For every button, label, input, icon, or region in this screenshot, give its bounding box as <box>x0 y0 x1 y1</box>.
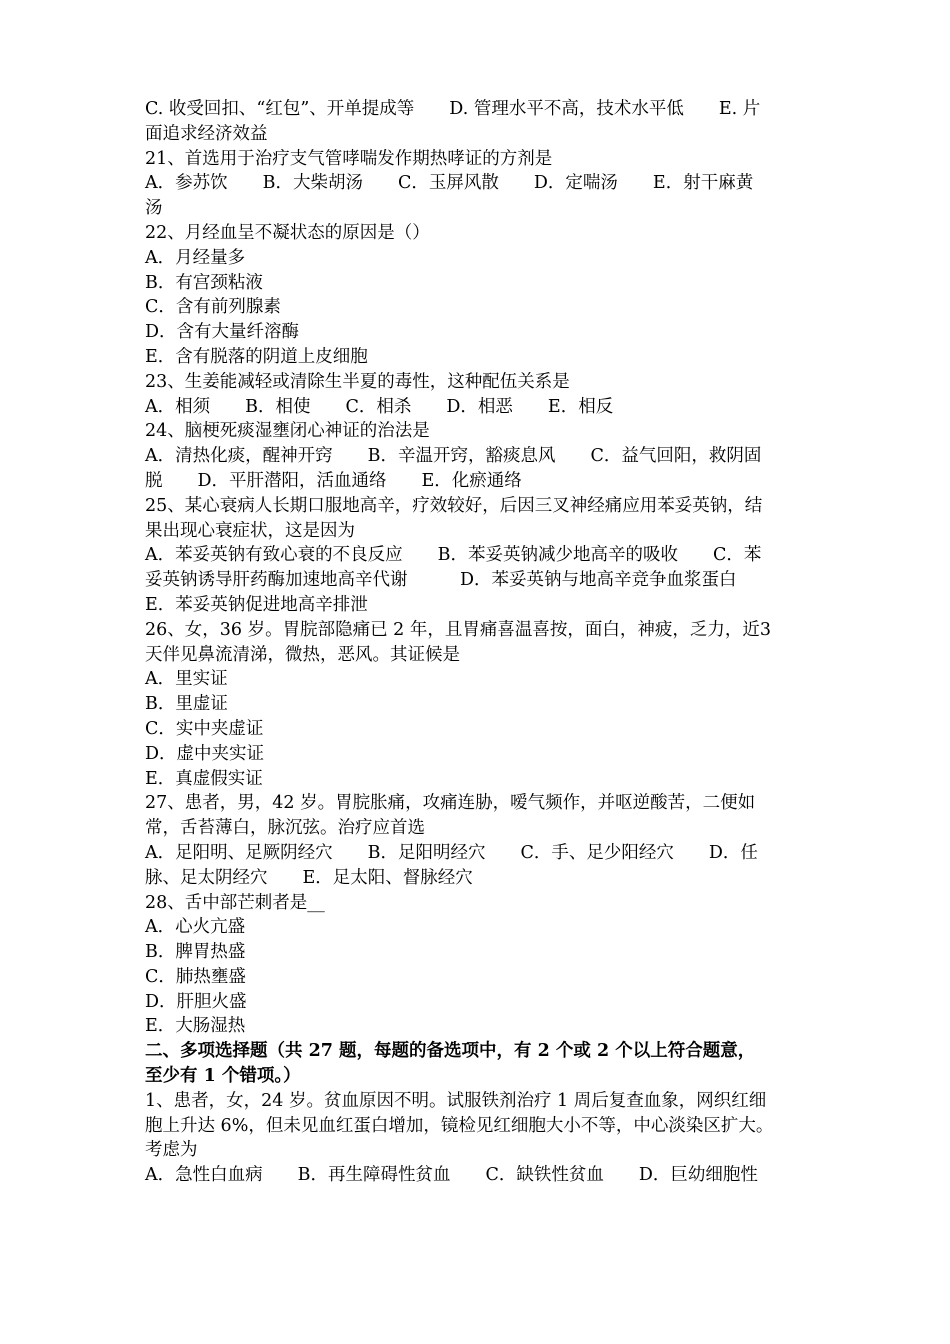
answer-option: E．含有脱落的阴道上皮细胞 <box>145 346 368 367</box>
answer-option: E．苯妥英钠促进地高辛排泄 <box>145 594 368 615</box>
text-line: 面追求经济效益 <box>145 123 268 144</box>
answer-option: D．虚中夹实证 <box>145 743 265 764</box>
question-stem: 21、首选用于治疗支气管哮喘发作期热哮证的方剂是 <box>145 148 553 169</box>
section-heading-continued: 至少有 1 个错项。） <box>145 1066 301 1087</box>
text-line: 天伴见鼻流清涕，微热，恶风。其证候是 <box>145 644 460 665</box>
question-stem: 26、女，36 岁。胃脘部隐痛已 2 年，且胃痛喜温喜按，面白，神疲，乏力，近3 <box>145 619 771 640</box>
answer-option: C．肺热壅盛 <box>145 966 246 987</box>
answer-options: A．苯妥英钠有致心衰的不良反应 B．苯妥英钠减少地高辛的吸收 C．苯 <box>145 545 762 566</box>
answer-option: C．含有前列腺素 <box>145 297 281 318</box>
answer-options: A．清热化痰，醒神开窍 B．辛温开窍，豁痰息风 C．益气回阳，救阴固 <box>145 446 762 467</box>
answer-option: E．大肠湿热 <box>145 1016 246 1037</box>
question-stem: 25、某心衰病人长期口服地高辛，疗效较好，后因三叉神经痛应用苯妥英钠，结 <box>145 495 763 516</box>
question-stem: 23、生姜能减轻或清除生半夏的毒性，这种配伍关系是 <box>145 371 570 392</box>
answer-option: B．脾胃热盛 <box>145 942 246 963</box>
answer-option: A．里实证 <box>145 669 228 690</box>
text-line: 果出现心衰症状，这是因为 <box>145 520 355 541</box>
question-stem: 28、舌中部芒刺者是__ <box>145 892 325 913</box>
answer-option: A．心火亢盛 <box>145 917 246 938</box>
answer-option: A．月经量多 <box>145 247 246 268</box>
text-line: 常，舌苔薄白，脉沉弦。治疗应首选 <box>145 818 425 839</box>
answer-options: A．参苏饮 B．大柴胡汤 C．玉屏风散 D．定喘汤 E．射干麻黄 <box>145 173 754 194</box>
text-line: 汤 <box>145 198 163 219</box>
text-line: 考虑为 <box>145 1140 198 1161</box>
answer-option: B．有宫颈粘液 <box>145 272 263 293</box>
question-stem: 27、患者，男，42 岁。胃脘胀痛，攻痛连胁，嗳气频作，并呕逆酸苦，二便如 <box>145 793 756 814</box>
answer-option: B．里虚证 <box>145 694 228 715</box>
section-heading: 二、多项选择题（共 27 题，每题的备选项中，有 2 个或 2 个以上符合题意， <box>145 1041 756 1062</box>
text-line: 脱 D．平肝潜阳，活血通络 E．化瘀通络 <box>145 470 522 491</box>
question-stem: 24、脑梗死痰湿壅闭心神证的治法是 <box>145 421 430 442</box>
answer-option: D．含有大量纤溶酶 <box>145 322 300 343</box>
question-stem: 22、月经血呈不凝状态的原因是（） <box>145 222 430 243</box>
answer-options: A．相须 B．相使 C．相杀 D．相恶 E．相反 <box>145 396 614 417</box>
answer-options: A．急性白血病 B．再生障碍性贫血 C．缺铁性贫血 D．巨幼细胞性 <box>145 1165 758 1186</box>
text-line: C. 收受回扣、“红包”、开单提成等 D. 管理水平不高，技术水平低 E. 片 <box>145 99 761 119</box>
answer-options: A．足阳明、足厥阴经穴 B．足阳明经穴 C．手、足少阳经穴 D．任 <box>145 842 758 863</box>
text-line: 脉、足太阴经穴 E．足太阳、督脉经穴 <box>145 867 473 888</box>
answer-option: E．真虚假实证 <box>145 768 263 789</box>
text-line: 妥英钠诱导肝药酶加速地高辛代谢 D．苯妥英钠与地高辛竞争血浆蛋白 <box>145 570 737 591</box>
answer-option: C．实中夹虚证 <box>145 718 264 739</box>
answer-option: D．肝胆火盛 <box>145 991 247 1012</box>
text-line: 胞上升达 6%，但未见血红蛋白增加，镜检见红细胞大小不等，中心淡染区扩大。 <box>145 1115 774 1136</box>
document-body <box>145 97 817 1188</box>
question-stem: 1、患者，女，24 岁。贫血原因不明。试服铁剂治疗 1 周后复查血象，网织红细 <box>145 1090 767 1111</box>
